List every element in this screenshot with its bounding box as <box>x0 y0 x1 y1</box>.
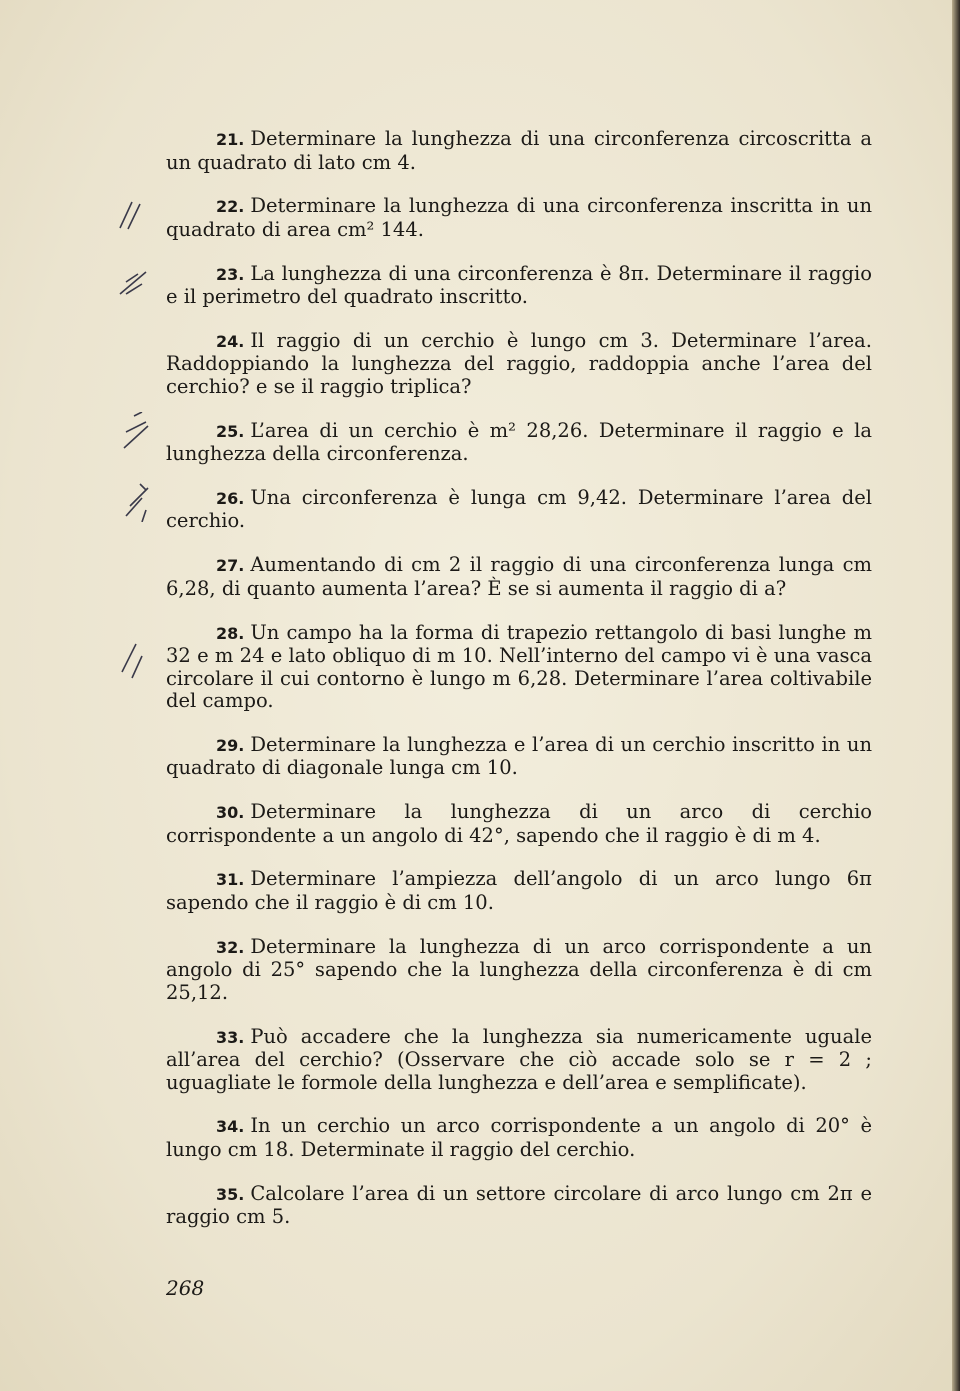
pencil-tick-mark <box>112 412 162 452</box>
exercise-text: Il raggio di un cerchio è lungo cm 3. Determinare l’area. Raddoppiando la lunghezza del raggio, raddoppia anche l’area del cerchio? e se il raggio triplica? <box>166 328 872 398</box>
pencil-tick-mark <box>112 482 162 522</box>
page-edge-shadow <box>952 0 960 1391</box>
exercise-number: 31. <box>216 870 245 890</box>
exercise-number: 24. <box>216 331 245 351</box>
exercise-item <box>166 868 872 914</box>
exercise-text: Determinare la lunghezza di un arco corrispondente a un angolo di 25° sapendo che la lunghezza della circonferenza è di cm 25,12. <box>166 934 872 1004</box>
exercise-number: 28. <box>216 623 245 643</box>
exercise-item <box>166 801 872 847</box>
exercise-item <box>166 1183 872 1229</box>
exercise-list <box>166 128 872 1250</box>
exercise-text: Un campo ha la forma di trapezio rettangolo di basi lunghe m 32 e m 24 e lato obliquo di m 10. Nell’interno del campo vi è una vasca circolare il cui contorno è lungo m 6,28. Determinare l’area coltivabile del campo. <box>166 620 872 713</box>
exercise-item <box>166 554 872 600</box>
exercise-text: Può accadere che la lunghezza sia numericamente uguale all’area del cerchio? (Osservare che ciò accade solo se r = 2 ; uguagliate le formole della lunghezza e dell’area e semplificate). <box>166 1024 872 1094</box>
exercise-text: In un cerchio un arco corrispondente a un angolo di 20° è lungo cm 18. Determinate il raggio del cerchio. <box>166 1114 872 1161</box>
exercise-item <box>166 1026 872 1095</box>
exercise-number: 29. <box>216 735 245 755</box>
exercise-number: 30. <box>216 803 245 823</box>
exercise-item <box>166 330 872 399</box>
exercise-item <box>166 487 872 533</box>
exercise-text: Determinare la lunghezza di una circonferenza inscritta in un quadrato di area cm² 144. <box>166 194 872 241</box>
exercise-text: L’area di un cerchio è m² 28,26. Determinare il raggio e la lunghezza della circonferenza. <box>166 418 872 466</box>
exercise-text: Determinare la lunghezza di un arco di cerchio corrispondente a un angolo di 42°, sapendo che il raggio è di m 4. <box>166 800 872 847</box>
exercise-number: 25. <box>216 421 245 441</box>
exercise-number: 33. <box>216 1027 245 1047</box>
exercise-number: 34. <box>216 1117 245 1137</box>
exercise-text: Aumentando di cm 2 il raggio di una circonferenza lunga cm 6,28, di quanto aumenta l’area? È se si aumenta il raggio di a? <box>166 553 872 600</box>
exercise-number: 32. <box>216 937 245 957</box>
pencil-tick-mark <box>112 640 162 680</box>
exercise-item <box>166 263 872 309</box>
exercise-number: 23. <box>216 264 245 284</box>
exercise-number: 26. <box>216 488 245 508</box>
page-number: 268 <box>166 1276 205 1300</box>
exercise-text: Determinare la lunghezza di una circonferenza circoscritta a un quadrato di lato cm 4. <box>166 127 872 174</box>
exercise-item <box>166 195 872 241</box>
exercise-text: Calcolare l’area di un settore circolare di arco lungo cm 2π e raggio cm 5. <box>166 1181 872 1229</box>
pencil-tick-mark <box>112 196 162 236</box>
pencil-tick-mark <box>112 264 162 304</box>
exercise-number: 22. <box>216 197 245 217</box>
exercise-item <box>166 622 872 713</box>
exercise-text: La lunghezza di una circonferenza è 8π. Determinare il raggio e il perimetro del quadrato inscritto. <box>166 261 872 309</box>
exercise-number: 35. <box>216 1184 245 1204</box>
exercise-item <box>166 420 872 466</box>
exercise-item <box>166 128 872 174</box>
exercise-item <box>166 936 872 1005</box>
exercise-number: 21. <box>216 130 245 149</box>
exercise-text: Determinare l’ampiezza dell’angolo di un arco lungo 6π sapendo che il raggio è di cm 10. <box>166 867 872 914</box>
exercise-number: 27. <box>216 556 245 576</box>
exercise-item <box>166 1115 872 1161</box>
exercise-text: Una circonferenza è lunga cm 9,42. Determinare l’area del cerchio. <box>166 485 872 533</box>
exercise-item <box>166 734 872 780</box>
exercise-text: Determinare la lunghezza e l’area di un cerchio inscritto in un quadrato di diagonale lunga cm 10. <box>166 732 872 780</box>
